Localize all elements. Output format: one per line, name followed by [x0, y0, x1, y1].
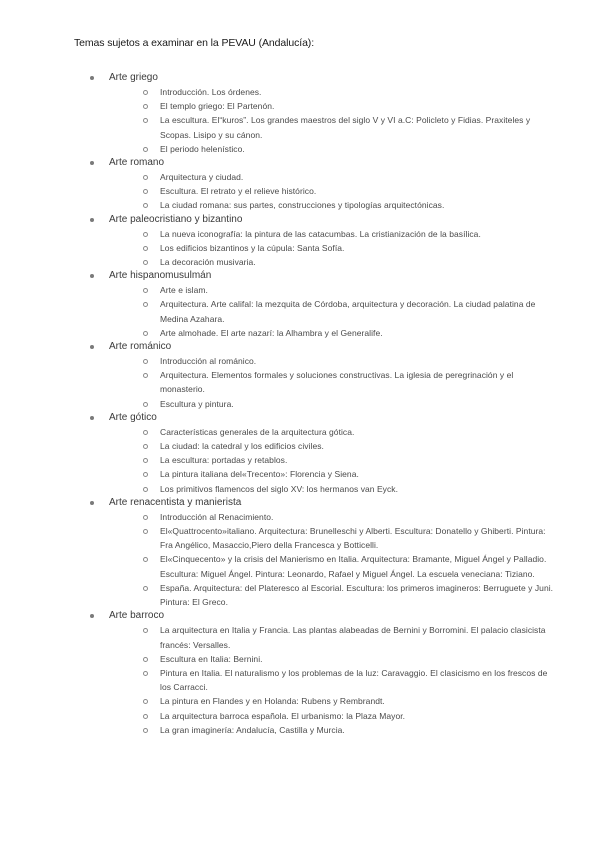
topic-item — [88, 213, 558, 270]
subtopic-item — [88, 170, 558, 184]
subtopic-item — [88, 524, 558, 552]
subtopic-item — [88, 85, 558, 99]
hollow-bullet-icon — [143, 260, 148, 265]
subtopic-item — [88, 467, 558, 481]
subtopic-item — [88, 354, 558, 368]
topic-item — [88, 156, 558, 213]
hollow-bullet-icon — [143, 232, 148, 237]
subtopic-item — [88, 241, 558, 255]
hollow-bullet-icon — [143, 430, 148, 435]
subtopic-text: La ciudad: la catedral y los edificios civiles. — [160, 441, 324, 452]
subtopic-list — [88, 227, 558, 270]
subtopic-text: El«Cinquecento» y la crisis del Manierismo en Italia. Arquitectura: Bramante, Miguel Ángel y Palladio. Escultura: Miguel Ángel. Pintura: Leonardo, Rafael y Miguel Ángel. La escuela veneciana: Tiziano. — [160, 554, 547, 579]
subtopic-text: Escultura y pintura. — [160, 398, 234, 409]
subtopic-item — [88, 723, 558, 737]
subtopic-item — [88, 694, 558, 708]
topic-label: Arte barroco — [109, 610, 165, 622]
subtopic-item — [88, 453, 558, 467]
subtopic-item — [88, 283, 558, 297]
topic-item — [88, 496, 558, 609]
subtopic-list — [88, 354, 558, 411]
subtopic-text: La decoración musivaria. — [160, 257, 256, 268]
subtopic-item — [88, 709, 558, 723]
hollow-bullet-icon — [143, 402, 148, 407]
topic-heading — [88, 269, 558, 283]
subtopic-list — [88, 623, 558, 737]
subtopic-text: La ciudad romana: sus partes, construcciones y tipologías arquitectónicas. — [160, 200, 445, 211]
topic-label: Arte renacentista y manierista — [109, 496, 242, 508]
hollow-bullet-icon — [143, 331, 148, 336]
topic-label: Arte romano — [109, 157, 165, 169]
subtopic-list — [88, 425, 558, 496]
hollow-bullet-icon — [143, 203, 148, 208]
topic-heading — [88, 411, 558, 425]
hollow-bullet-icon — [143, 147, 148, 152]
subtopic-item — [88, 397, 558, 411]
hollow-bullet-icon — [143, 714, 148, 719]
topic-label: Arte románico — [109, 341, 172, 353]
subtopic-text: Arquitectura y ciudad. — [160, 172, 244, 183]
hollow-bullet-icon — [143, 175, 148, 180]
subtopic-text: La nueva iconografía: la pintura de las catacumbas. La cristianización de la basílica. — [160, 228, 481, 239]
subtopic-text: Escultura en Italia: Bernini. — [160, 653, 263, 664]
hollow-bullet-icon — [143, 557, 148, 562]
subtopic-text: La arquitectura barroca española. El urbanismo: la Plaza Mayor. — [160, 710, 406, 721]
subtopic-item — [88, 142, 558, 156]
subtopic-item — [88, 482, 558, 496]
subtopic-text: La escultura: portadas y retablos. — [160, 455, 288, 466]
topic-label: Arte gótico — [109, 411, 157, 423]
subtopic-item — [88, 439, 558, 453]
hollow-bullet-icon — [143, 699, 148, 704]
bullet-icon — [90, 501, 94, 505]
hollow-bullet-icon — [143, 246, 148, 251]
subtopic-text: Arquitectura. Elementos formales y soluciones constructivas. La iglesia de peregrinación y el monasterio. — [160, 370, 514, 395]
hollow-bullet-icon — [143, 628, 148, 633]
topic-label: Arte paleocristiano y bizantino — [109, 213, 243, 225]
subtopic-text: La pintura italiana del«Trecento»: Florencia y Siena. — [160, 469, 359, 480]
subtopic-text: Arte e islam. — [160, 285, 208, 296]
topic-heading — [88, 213, 558, 227]
subtopic-list — [88, 170, 558, 213]
subtopic-item — [88, 326, 558, 340]
subtopic-item — [88, 99, 558, 113]
hollow-bullet-icon — [143, 515, 148, 520]
hollow-bullet-icon — [143, 104, 148, 109]
topic-heading — [88, 71, 558, 85]
subtopic-item — [88, 581, 558, 609]
subtopic-text: La pintura en Flandes y en Holanda: Rubens y Rembrandt. — [160, 696, 385, 707]
subtopic-text: Arte almohade. El arte nazarí: la Alhambra y el Generalife. — [160, 327, 383, 338]
hollow-bullet-icon — [143, 373, 148, 378]
subtopic-item — [88, 623, 558, 651]
hollow-bullet-icon — [143, 90, 148, 95]
hollow-bullet-icon — [143, 728, 148, 733]
hollow-bullet-icon — [143, 529, 148, 534]
topic-label: Arte hispanomusulmán — [109, 270, 212, 282]
subtopic-item — [88, 425, 558, 439]
hollow-bullet-icon — [143, 359, 148, 364]
topic-item — [88, 609, 558, 737]
hollow-bullet-icon — [143, 671, 148, 676]
hollow-bullet-icon — [143, 657, 148, 662]
hollow-bullet-icon — [143, 288, 148, 293]
subtopic-item — [88, 113, 558, 141]
topic-list — [88, 71, 558, 737]
subtopic-text: El periodo helenístico. — [160, 143, 245, 154]
topic-heading — [88, 340, 558, 354]
hollow-bullet-icon — [143, 487, 148, 492]
subtopic-text: Pintura en Italia. El naturalismo y los problemas de la luz: Caravaggio. El clasicismo en los frescos de los Carracci. — [160, 667, 548, 693]
hollow-bullet-icon — [143, 118, 148, 123]
subtopic-text: La arquitectura en Italia y Francia. Las plantas alabeadas de Bernini y Borromini. El palacio clasicista francés: Versalles. — [160, 625, 546, 650]
topic-item — [88, 269, 558, 340]
subtopic-text: Características generales de la arquitectura gótica. — [160, 426, 355, 437]
subtopic-text: Introducción al Renacimiento. — [160, 511, 274, 522]
subtopic-text: Introducción. Los órdenes. — [160, 87, 262, 97]
hollow-bullet-icon — [143, 189, 148, 194]
subtopic-item — [88, 184, 558, 198]
bullet-icon — [90, 161, 94, 165]
subtopic-text: El templo griego: El Partenón. — [160, 101, 275, 112]
topic-item — [88, 411, 558, 496]
topic-item — [88, 340, 558, 411]
hollow-bullet-icon — [143, 444, 148, 449]
topic-label: Arte griego — [109, 72, 158, 83]
subtopic-item — [88, 666, 558, 694]
subtopic-item — [88, 652, 558, 666]
subtopic-text: La escultura. El“kuros”. Los grandes maestros del siglo V y VI a.C: Policleto y Fidias. Praxiteles y Scopas. Lisipo y su cánon. — [160, 115, 531, 140]
subtopic-list — [88, 283, 558, 340]
subtopic-list — [88, 85, 558, 156]
subtopic-item — [88, 552, 558, 580]
subtopic-item — [88, 510, 558, 524]
hollow-bullet-icon — [143, 302, 148, 307]
subtopic-text: Arquitectura. Arte califal: la mezquita de Córdoba, arquitectura y decoración. La ciudad palatina de Medina Azahara. — [160, 299, 536, 324]
bullet-icon — [90, 274, 94, 278]
subtopic-text: España. Arquitectura: del Plateresco al Escorial. Escultura: los primeros imagineros: Berruguete y Juni. Pintura: El Greco. — [160, 582, 554, 608]
subtopic-text: La gran imaginería: Andalucía, Castilla y Murcia. — [160, 724, 345, 735]
topic-heading — [88, 609, 558, 623]
hollow-bullet-icon — [143, 472, 148, 477]
subtopic-item — [88, 368, 558, 396]
subtopic-item — [88, 255, 558, 269]
bullet-icon — [90, 218, 94, 222]
subtopic-item — [88, 227, 558, 241]
subtopic-text: Los edificios bizantinos y la cúpula: Santa Sofía. — [160, 242, 345, 253]
subtopic-list — [88, 510, 558, 609]
document-title: Temas sujetos a examinar en la PEVAU (Andalucía): — [74, 37, 315, 49]
subtopic-text: Introducción al románico. — [160, 356, 257, 367]
topic-item — [88, 71, 558, 156]
subtopic-text: Los primitivos flamencos del siglo XV: los hermanos van Eyck. — [160, 483, 398, 494]
subtopic-item — [88, 198, 558, 212]
hollow-bullet-icon — [143, 458, 148, 463]
bullet-icon — [90, 416, 94, 420]
topic-heading — [88, 496, 558, 510]
subtopic-text: El«Quattrocento»italiano. Arquitectura: Brunelleschi y Alberti. Escultura: Donatello y Ghiberti. Pintura: Fra Angélico, Masaccio,Piero della Francesca y Botticelli. — [160, 526, 546, 551]
bullet-icon — [90, 614, 94, 618]
bullet-icon — [90, 76, 94, 80]
topic-heading — [88, 156, 558, 170]
subtopic-item — [88, 297, 558, 325]
subtopic-text: Escultura. El retrato y el relieve histórico. — [160, 186, 317, 197]
hollow-bullet-icon — [143, 586, 148, 591]
bullet-icon — [90, 345, 94, 349]
